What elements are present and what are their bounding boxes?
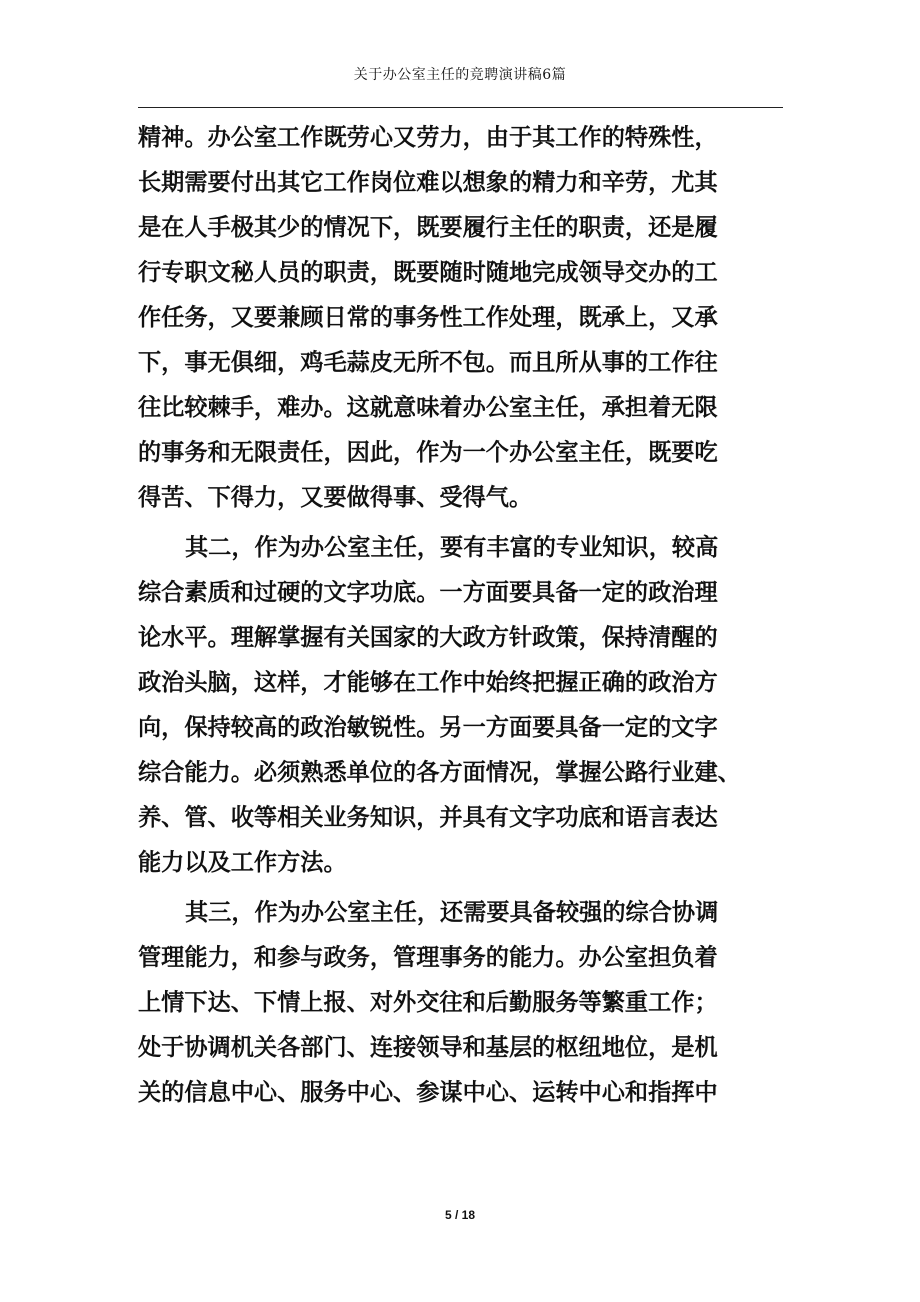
body-line: 得苦、下得力，又要做得事、受得气。 — [138, 484, 533, 511]
body-line: 论水平。理解掌握有关国家的大政方针政策，保持清醒的 — [138, 624, 718, 651]
body-line: 长期需要付出其它工作岗位难以想象的精力和辛劳，尤其 — [138, 169, 718, 196]
page-number: 5 / 18 — [444, 1208, 476, 1222]
body-line: 往比较棘手，难办。这就意味着办公室主任，承担着无限 — [138, 394, 718, 421]
document-body — [138, 115, 783, 1115]
body-line: 精神。办公室工作既劳心又劳力，由于其工作的特殊性， — [138, 124, 718, 151]
body-line: 关的信息中心、服务中心、参谋中心、运转中心和指挥中 — [138, 1079, 718, 1106]
body-line: 向，保持较高的政治敏锐性。另一方面要具备一定的文字 — [138, 714, 718, 741]
body-line: 是在人手极其少的情况下，既要履行主任的职责，还是履 — [138, 214, 718, 241]
body-line: 上情下达、下情上报、对外交往和后勤服务等繁重工作； — [138, 989, 718, 1016]
header-divider — [138, 107, 783, 108]
page-header: 关于办公室主任的竞聘演讲稿6篇 — [353, 67, 567, 83]
body-line: 综合能力。必须熟悉单位的各方面情况，掌握公路行业建、 — [138, 759, 741, 786]
body-line: 能力以及工作方法。 — [138, 849, 347, 876]
paragraph-start-line: 其三，作为办公室主任，还需要具备较强的综合协调 — [185, 899, 719, 926]
body-line: 综合素质和过硬的文字功底。一方面要具备一定的政治理 — [138, 579, 718, 606]
body-line: 管理能力，和参与政务，管理事务的能力。办公室担负着 — [138, 944, 718, 971]
body-line: 作任务，又要兼顾日常的事务性工作处理，既承上，又承 — [138, 304, 718, 331]
body-line: 政治头脑，这样，才能够在工作中始终把握正确的政治方 — [138, 669, 718, 696]
body-line: 下，事无俱细，鸡毛蒜皮无所不包。而且所从事的工作往 — [138, 349, 718, 376]
body-line: 处于协调机关各部门、连接领导和基层的枢纽地位，是机 — [138, 1034, 718, 1061]
body-line: 行专职文秘人员的职责，既要随时随地完成领导交办的工 — [138, 259, 718, 286]
body-line: 的事务和无限责任，因此，作为一个办公室主任，既要吃 — [138, 439, 718, 466]
paragraph-start-line: 其二，作为办公室主任，要有丰富的专业知识，较高 — [185, 534, 719, 561]
body-line: 养、管、收等相关业务知识，并具有文字功底和语言表达 — [138, 804, 718, 831]
